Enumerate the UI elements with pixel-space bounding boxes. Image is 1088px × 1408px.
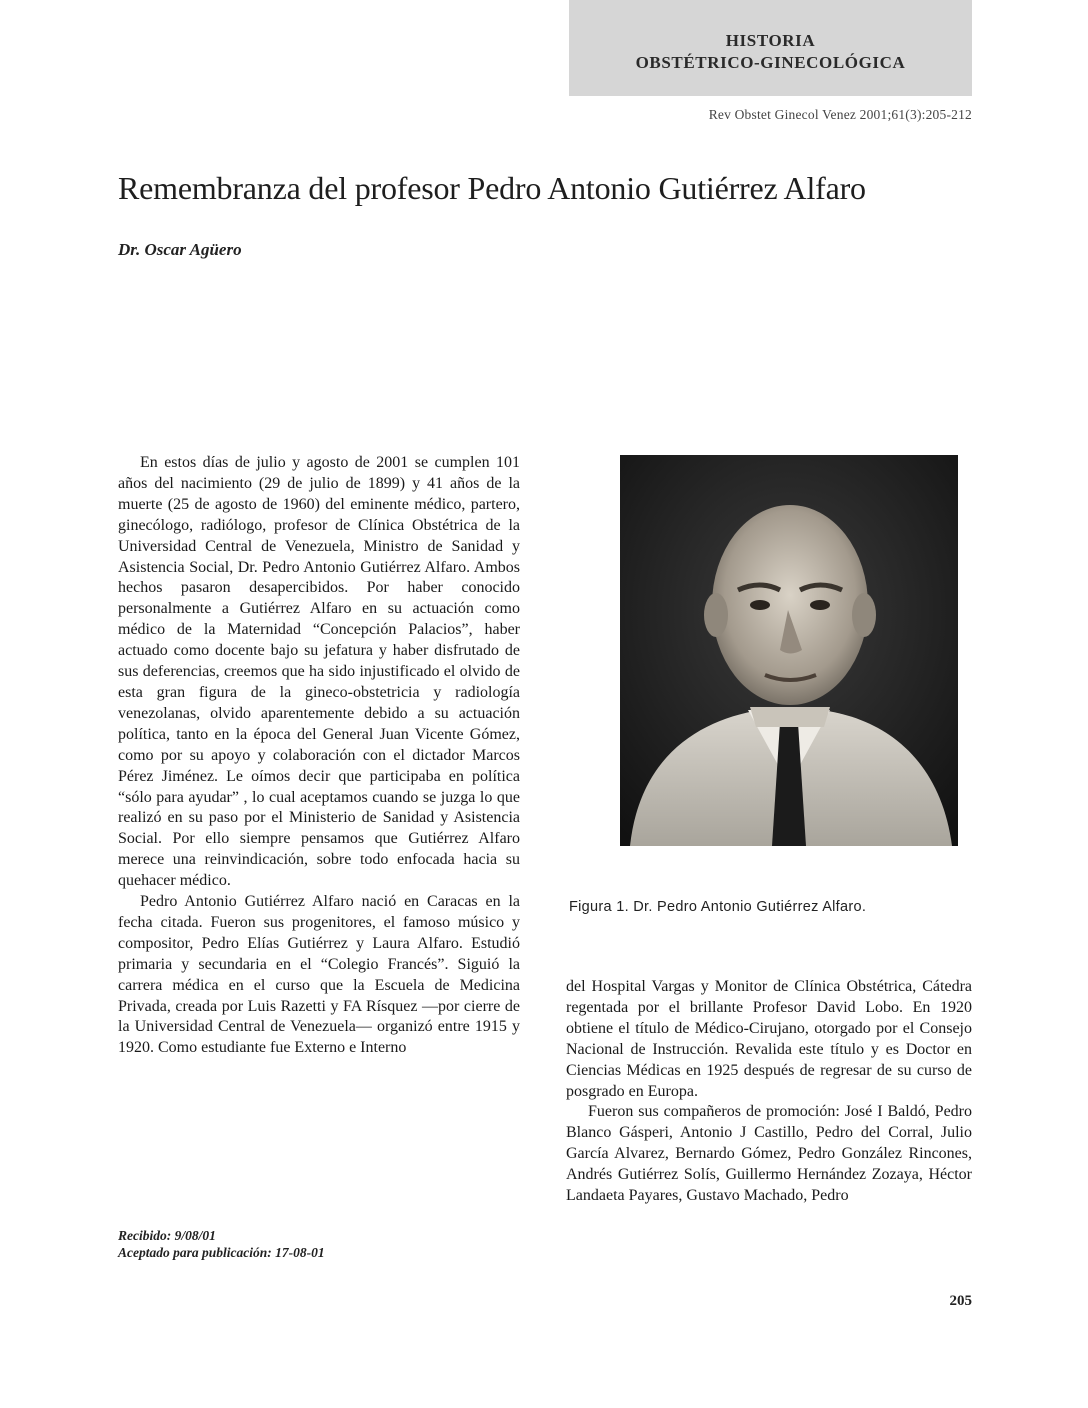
body-paragraph: En estos días de julio y agosto de 2001 se cumplen 101 años del nacimiento (29 de julio de 1899) y 41 años de la muerte (25 de agosto de 1960) del eminente médico, partero, ginecólogo, radiólogo, profesor de Clínica Obstétrica de la Universidad Central de Venezuela, Ministro de Sanidad y Asistencia Social, Dr. Pedro Antonio Gutiérrez Alfaro. Ambos hechos pasaron desapercibidos. Por haber conocido personalmente a Gutiérrez Alfaro en su actuación como médico de la Maternidad “Concepción Palacios”, haber actuado como docente bajo su jefatura y haber disfrutado de sus deferencias, creemos que ha sido injustificado el olvido de esta gran figura de la gineco-obstetricia y radiología venezolanas, olvido aparentemente debido a su actuación política, tanto en la época del General Juan Vicente Gómez, como por su apoyo y colaboración con el dictador Marcos Pérez Jiménez. Le oímos decir que participaba en política “sólo para ayudar” , lo cual aceptamos cuando se juzga lo que realizó en su paso por el Ministerio de Sanidad y Asistencia Social. Por ello siempre pensamos que Gutiérrez Alfaro merece una reinvindicación, sobre todo enfocada hacia su quehacer médico. xyxy=(118,454,520,890)
section-header xyxy=(569,0,972,96)
accepted-date: Aceptado para publicación: 17-08-01 xyxy=(118,1245,325,1260)
journal-citation: Rev Obstet Ginecol Venez 2001;61(3):205-212 xyxy=(708,107,972,122)
article-title: Remembranza del profesor Pedro Antonio Gutiérrez Alfaro xyxy=(118,170,866,206)
submission-dates xyxy=(118,1227,325,1261)
body-paragraph: Pedro Antonio Gutiérrez Alfaro nació en Caracas en la fecha citada. Fueron sus progenitores, el famoso músico y compositor, Pedro Elías Gutiérrez y Laura Alfaro. Estudió primaria y secundaria en el “Colegio Francés”. Siguió la carrera médica en el curso que la Escuela de Medicina Privada, creada por Luis Razetti y FA Rísquez —por cierre de la Universidad Central de Venezuela— organizó entre 1915 y 1920. Como estudiante fue Externo e Interno xyxy=(118,893,520,1057)
body-paragraph: del Hospital Vargas y Monitor de Clínica Obstétrica, Cátedra regentada por el brillante Profesor David Lobo. En 1920 obtiene el título de Médico-Cirujano, otorgado por el Consejo Nacional de Instrucción. Revalida este título y es Doctor en Ciencias Médicas en 1925 después de regresar de su curso de posgrado en Europa. xyxy=(566,978,972,1100)
portrait-photo xyxy=(620,455,958,846)
body-column-right xyxy=(566,977,972,1207)
figure-caption: Figura 1. Dr. Pedro Antonio Gutiérrez Alfaro. xyxy=(569,899,867,915)
section-title-line2: OBSTÉTRICO-GINECOLÓGICA xyxy=(635,53,906,72)
received-date: Recibido: 9/08/01 xyxy=(118,1228,216,1243)
article-author: Dr. Oscar Agüero xyxy=(118,240,242,259)
section-title-line1: HISTORIA xyxy=(725,31,816,50)
body-paragraph: Fueron sus compañeros de promoción: José I Baldó, Pedro Blanco Gásperi, Antonio J Castillo, Pedro del Corral, Julio García Alvarez, Bernardo Gómez, Pedro González Rincones, Andrés Gutiérrez Solís, Guillermo Hernández Zozaya, Héctor Landaeta Payares, Gustavo Machado, Pedro xyxy=(566,1103,972,1205)
body-column-left xyxy=(118,453,520,1059)
page-number: 205 xyxy=(949,1293,972,1309)
